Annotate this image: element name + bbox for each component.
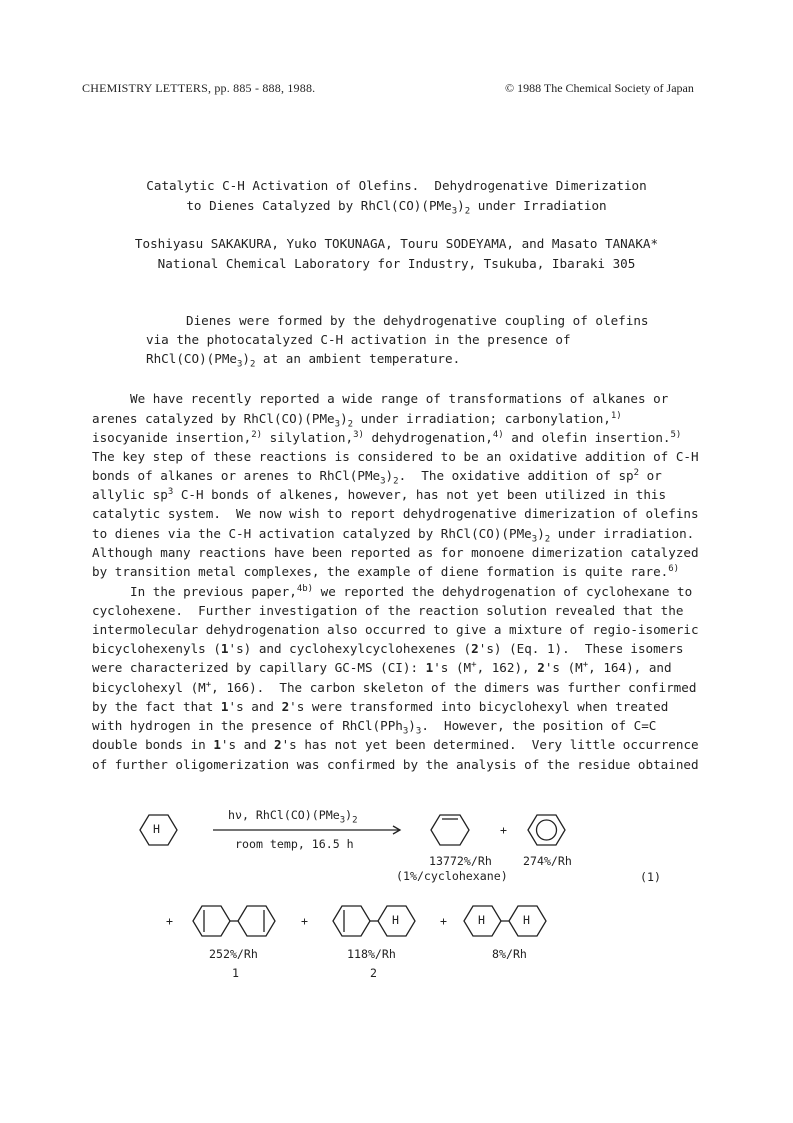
- body-line-3: isocyanide insertion,$^{2)}$ silylation,$^{3)}$ dehydrogenation,$^{4)}$ and olefin insertion.$^{5)}$: [92, 429, 682, 445]
- arrowhead: [393, 826, 400, 834]
- body-line-16: bicyclohexyl (M+, 166). The carbon skeleton of the dimers was further confirmed: [92, 679, 697, 695]
- ring-h-label: H: [153, 822, 160, 836]
- body-line-7: catalytic system. We now wish to report dehydrogenative dimerization of olefins: [92, 506, 699, 521]
- body-line-20: of further oligomerization was confirmed by the analysis of the residue obtained: [92, 757, 699, 772]
- title-line-1: Catalytic C-H Activation of Olefins. Dehydrogenative Dimerization: [146, 178, 647, 193]
- authors: Toshiyasu SAKAKURA, Yuko TOKUNAGA, Touru SODEYAMA, and Masato TANAKA*: [134, 236, 659, 251]
- yield-note: (1%/cyclohexane): [396, 869, 508, 883]
- journal-header: CHEMISTRY LETTERS, pp. 885 - 888, 1988.: [82, 81, 316, 95]
- body-line-17: by the fact that 1's and 2's were transformed into bicyclohexyl when treated: [92, 699, 669, 714]
- product-1-left-ring: [193, 906, 230, 936]
- title-line-2: to Dienes Catalyzed by $RhCl(CO)(PMe_3)_2$ under Irradiation: [186, 198, 607, 217]
- compound-label-1: 1: [232, 966, 239, 980]
- body-line-6: allylic $sp^3$ C-H bonds of alkenes, however, has not yet been utilized in this: [92, 486, 667, 502]
- product-1-right-ring: [238, 906, 275, 936]
- reaction-conditions-bottom: room temp, 16.5 h: [235, 837, 354, 851]
- benzene-ring: [528, 815, 565, 845]
- reaction-conditions-top: hν, $RhCl(CO)(PMe_3)_2$: [228, 808, 358, 826]
- body-line-12: cyclohexene. Further investigation of the reaction solution revealed that the: [92, 603, 684, 618]
- plus-sign: +: [500, 823, 507, 837]
- abstract-line-1: Dienes were formed by the dehydrogenative coupling of olefins: [186, 313, 649, 328]
- ring-h-label: H: [523, 913, 530, 927]
- abstract-line-2: via the photocatalyzed C-H activation in the presence of: [146, 332, 571, 347]
- ring-h-label: H: [478, 913, 485, 927]
- ring-h-label: H: [392, 913, 399, 927]
- yield-product-1: 252%/Rh: [209, 947, 258, 961]
- yield-cyclohexene: 13772%/Rh: [429, 854, 492, 868]
- yield-bicyclohexyl: 8%/Rh: [492, 947, 527, 961]
- body-line-10: by transition metal complexes, the example of diene formation is quite rare.$^{6)}$: [92, 563, 680, 579]
- plus-sign: +: [166, 914, 173, 928]
- compound-label-2: 2: [370, 966, 377, 980]
- yield-benzene: 274%/Rh: [523, 854, 572, 868]
- body-line-4: The key step of these reactions is considered to be an oxidative addition of C-H: [92, 449, 699, 464]
- body-line-11: In the previous paper,$^{4b)}$ we reported the dehydrogenation of cyclohexane to: [130, 583, 693, 599]
- body-line-15: were characterized by capillary GC-MS (CI): 1's (M+, 162), 2's (M+, 164), and: [92, 659, 672, 675]
- plus-sign: +: [301, 914, 308, 928]
- benzene-aromatic-circle: [537, 820, 557, 840]
- plus-sign: +: [440, 914, 447, 928]
- body-line-8: to dienes via the C-H activation catalyzed by $RhCl(CO)(PMe_3)_2$ under irradiation.: [92, 526, 695, 545]
- yield-product-2: 118%/Rh: [347, 947, 396, 961]
- body-line-14: bicyclohexenyls (1's) and cyclohexylcyclohexenes (2's) (Eq. 1). These isomers: [92, 641, 684, 656]
- body-line-19: double bonds in 1's and 2's has not yet been determined. Very little occurrence: [92, 737, 699, 752]
- abstract-line-3: $RhCl(CO)(PMe_3)_2$ at an ambient temperature.: [146, 351, 461, 370]
- body-line-1: We have recently reported a wide range of transformations of alkanes or: [130, 391, 669, 406]
- body-line-2: arenes catalyzed by $RhCl(CO)(PMe_3)_2$ under irradiation; carbonylation,$^{1)}$: [92, 410, 622, 430]
- copyright-notice: © 1988 The Chemical Society of Japan: [505, 81, 694, 95]
- equation-number: (1): [640, 870, 661, 884]
- body-line-5: bonds of alkanes or arenes to $RhCl(PMe_3)_2$. The oxidative addition of $sp^2$ or: [92, 467, 662, 487]
- product-2-left-ring: [333, 906, 370, 936]
- affiliation: National Chemical Laboratory for Industry, Tsukuba, Ibaraki 305: [157, 256, 636, 271]
- body-line-18: with hydrogen in the presence of $RhCl(PPh_3)_3$. However, the position of C=C: [92, 718, 657, 737]
- body-line-9: Although many reactions have been reported as for monoene dimerization catalyzed: [92, 545, 699, 560]
- body-line-13: intermolecular dehydrogenation also occurred to give a mixture of regio-isomeric: [92, 622, 699, 637]
- cyclohexene-ring: [431, 815, 469, 845]
